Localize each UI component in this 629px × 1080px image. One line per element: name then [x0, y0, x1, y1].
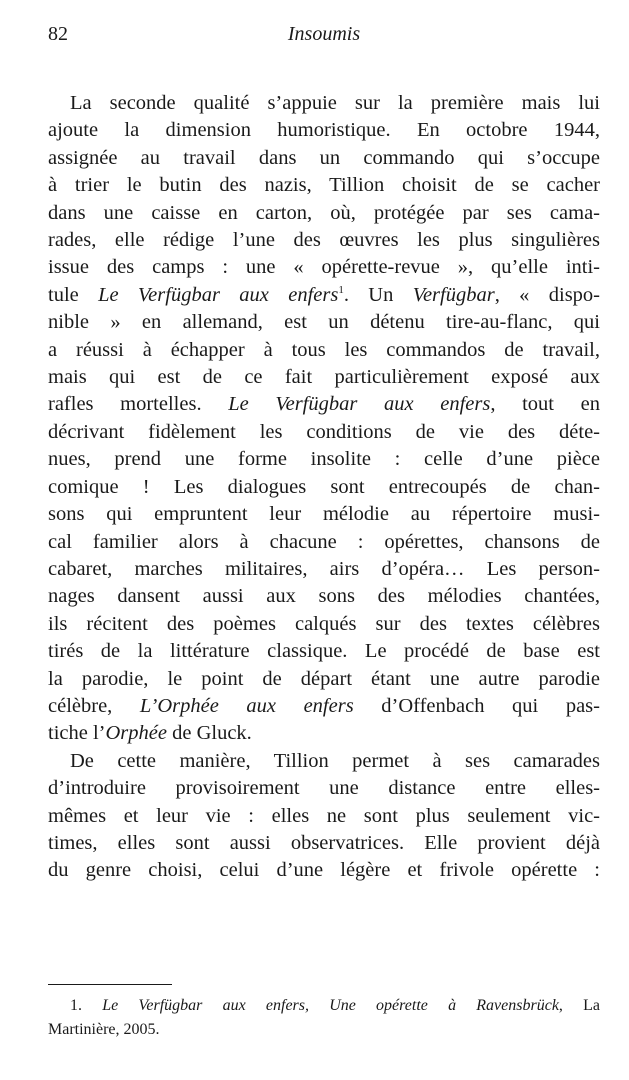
- text-run: tule: [48, 283, 99, 306]
- footnote-title: Le Verfügbar aux enfers, Une opérette à Ravensbrück: [102, 997, 559, 1014]
- footnote-reference: 1: [338, 284, 344, 297]
- text-line: mêmes et leur vie : elles ne sont plus seulement vic-: [48, 804, 600, 827]
- running-head: [48, 18, 600, 50]
- work-title: Le Verfügbar aux enfers: [98, 283, 339, 306]
- footnote-line: Martinière, 2005.: [48, 1021, 160, 1038]
- paragraph-1: [48, 90, 600, 748]
- book-page: [48, 18, 601, 1038]
- text-line: la parodie, le point de départ étant une autre parodie: [48, 667, 600, 690]
- text-run: , tout en: [490, 393, 600, 416]
- footnote: [48, 994, 600, 1042]
- text-line: du genre choisi, celui d’une légère et frivole opérette :: [48, 859, 600, 882]
- text-run: de Gluck.: [166, 722, 252, 745]
- work-title: Orphée: [105, 722, 167, 745]
- text-line: ils récitent des poèmes calqués sur des textes célèbres: [48, 612, 600, 635]
- text-line: [48, 693, 600, 720]
- text-line: mais qui est de ce fait particulièrement exposé aux: [48, 366, 600, 389]
- text-line: cabaret, marches militaires, airs d’opéra… Les person-: [48, 557, 600, 580]
- emphasized-term: Verfügbar: [412, 283, 495, 306]
- text-line: nues, prend une forme insolite : celle d’une pièce: [48, 448, 600, 471]
- work-title: L’Orphée aux enfers: [139, 694, 354, 717]
- text-line: a réussi à échapper à tous les commandos de travail,: [48, 338, 600, 361]
- running-title: Insoumis: [287, 23, 361, 45]
- text-line: assignée au travail dans un commando qui s’occupe: [48, 146, 600, 169]
- text-line: times, elles sont aussi observatrices. Elle provient déjà: [48, 831, 600, 854]
- text-line: [48, 720, 600, 747]
- body-text: [48, 90, 600, 885]
- text-line: comique ! Les dialogues sont entrecoupés de chan-: [48, 475, 600, 498]
- text-line: rades, elle rédige l’une des œuvres les plus singulières: [48, 229, 600, 252]
- paragraph-2: [48, 748, 600, 885]
- footnote-number: 1.: [70, 997, 103, 1014]
- text-line: issue des camps : une « opérette-revue », qu’elle inti-: [48, 256, 600, 279]
- page-number: 82: [48, 23, 68, 45]
- text-run: , « dispo-: [494, 283, 601, 306]
- text-line: [48, 282, 600, 309]
- text-line: ajoute la dimension humoristique. En octobre 1944,: [48, 119, 600, 142]
- text-run: d’Offenbach qui pas-: [353, 694, 600, 717]
- text-line: cal familier alors à chacune : opérettes, chansons de: [48, 530, 600, 553]
- footnote-text: , La: [558, 997, 600, 1014]
- footnote-rule: [48, 984, 172, 985]
- text-run: rafles mortelles.: [48, 393, 229, 416]
- text-line: nible » en allemand, est un détenu tire-au-flanc, qui: [48, 311, 600, 334]
- text-line: tirés de la littérature classique. Le procédé de base est: [48, 640, 600, 663]
- footnote-line: [48, 994, 600, 1018]
- text-run: célèbre,: [48, 694, 140, 717]
- text-line: d’introduire provisoirement une distance entre elles-: [48, 777, 600, 800]
- text-line: La seconde qualité s’appuie sur la première mais lui: [70, 92, 600, 114]
- text-line: De cette manière, Tillion permet à ses camarades: [70, 749, 600, 772]
- text-run: . Un: [343, 283, 413, 306]
- text-line: [48, 391, 600, 418]
- text-line: décrivant fidèlement les conditions de vie des déte-: [48, 420, 600, 443]
- work-title: Le Verfügbar aux enfers: [228, 393, 491, 416]
- text-line: sons qui empruntent leur mélodie au répertoire musi-: [48, 503, 600, 526]
- text-line: à trier le butin des nazis, Tillion choisit de se cacher: [48, 174, 600, 197]
- text-line: nages dansent aussi aux sons des mélodies chantées,: [48, 585, 600, 608]
- text-run: tiche l’: [48, 722, 106, 745]
- text-line: dans une caisse en carton, où, protégée par ses cama-: [48, 201, 600, 224]
